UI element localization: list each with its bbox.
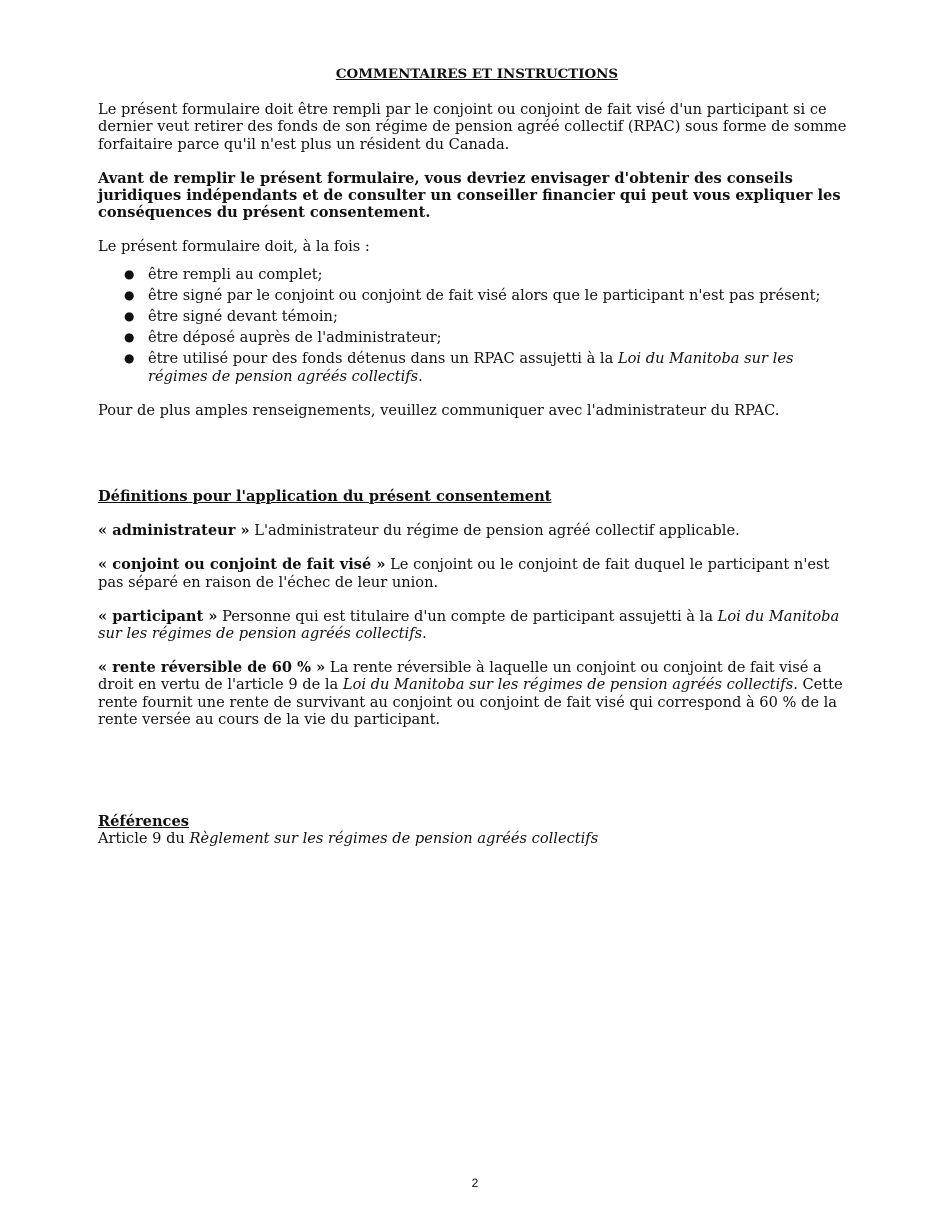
intro-paragraph: Le présent formulaire doit être rempli par le conjoint ou conjoint de fait visé d'un participant si ce dernier veut retirer des fonds de son régime de pension agréé collectif (RPAC) sous forme de somme forfaitaire parce qu'il n'est plus un résident du Canada. xyxy=(98,101,847,153)
definition-rente: « rente réversible de 60 % » La rente réversible à laquelle un conjoint ou conjoint de fait visé a droit en vertu de l'article 9 de la Loi du Manitoba sur les régimes de pension agréés collectifs. Cette rente fournit une rente de survivant au conjoint ou conjoint de fait visé qui correspond à 60 % de la rente versée au cours de la vie du participant. xyxy=(98,659,843,728)
document-page xyxy=(98,66,856,847)
legal-advice-warning: Avant de remplir le présent formulaire, vous devriez envisager d'obtenir des conseils juridiques indépendants et de consulter un conseiller financier qui peut vous expliquer les conséquences du présent consentement. xyxy=(98,169,841,222)
act-title: Loi du Manitoba sur les régimes de pension agréés collectifs xyxy=(342,676,794,694)
bullet-icon: ● xyxy=(124,287,135,302)
list-item: ● être signé devant témoin; xyxy=(124,308,338,326)
list-item: ● être déposé auprès de l'administrateur; xyxy=(124,329,442,347)
definition-term: « rente réversible de 60 % » xyxy=(98,659,326,677)
list-intro: Le présent formulaire doit, à la fois : xyxy=(98,238,370,256)
bullet-icon: ● xyxy=(124,330,135,345)
list-item: ● être utilisé pour des fonds détenus dans un RPAC assujetti à la Loi du Manitoba sur les régimes de pension agréés collectifs. xyxy=(124,350,794,385)
page-number: 2 xyxy=(471,1176,479,1190)
definition-participant: « participant » Personne qui est titulaire d'un compte de participant assujetti à la Loi du Manitoba sur les régimes de pension agréés collectifs. xyxy=(98,607,840,643)
list-item: ● être signé par le conjoint ou conjoint de fait visé alors que le participant n'est pas présent; xyxy=(124,286,821,304)
requirements-list xyxy=(98,266,856,385)
definition-administrateur: « administrateur » L'administrateur du régime de pension agréé collectif applicable. xyxy=(98,522,740,540)
bullet-icon: ● xyxy=(124,266,135,281)
bullet-icon: ● xyxy=(124,309,135,324)
bullet-icon: ● xyxy=(124,351,135,366)
act-title: Loi du Manitoba sur les régimes de pension agréés collectifs xyxy=(98,607,840,643)
definition-conjoint: « conjoint ou conjoint de fait visé » Le conjoint ou le conjoint de fait duquel le participant n'est pas séparé en raison de l'échec de leur union. xyxy=(98,556,830,591)
references-heading: Références xyxy=(98,813,189,831)
page-title: COMMENTAIRES ET INSTRUCTIONS xyxy=(335,66,619,82)
reference-item: Article 9 du Règlement sur les régimes de pension agréés collectifs xyxy=(98,830,599,848)
definition-term: « administrateur » xyxy=(98,522,250,540)
definition-term: « conjoint ou conjoint de fait visé » xyxy=(98,556,386,574)
act-title: Loi du Manitoba sur les régimes de pension agréés collectifs xyxy=(148,350,794,385)
contact-paragraph: Pour de plus amples renseignements, veuillez communiquer avec l'administrateur du RPAC. xyxy=(98,401,780,419)
list-item: ● être rempli au complet; xyxy=(124,265,323,283)
definitions-heading: Définitions pour l'application du présent consentement xyxy=(98,488,552,506)
regulation-title: Règlement sur les régimes de pension agréés collectifs xyxy=(189,830,599,848)
definition-term: « participant » xyxy=(98,607,218,625)
